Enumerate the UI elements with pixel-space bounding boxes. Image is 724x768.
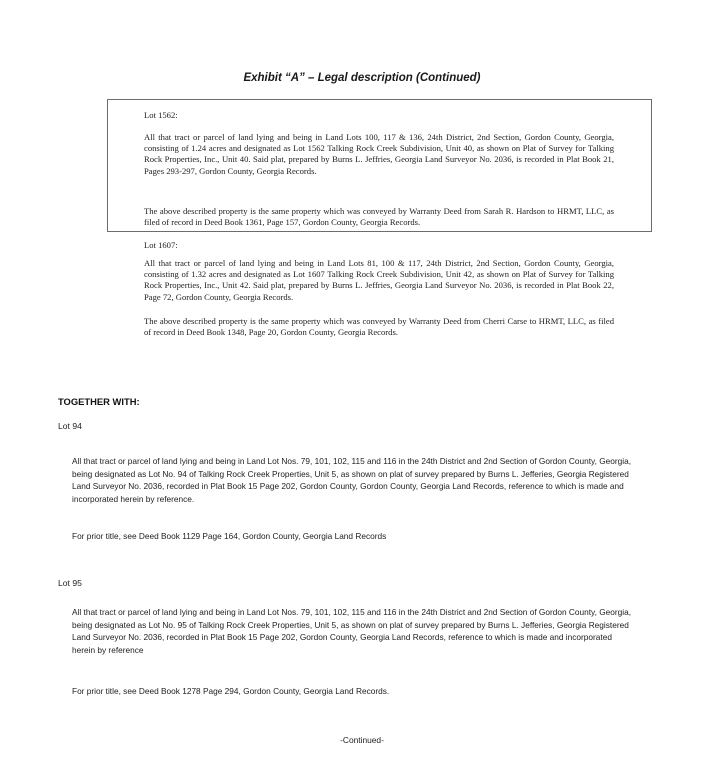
lot-1562-conveyance: The above described property is the same property which was conveyed by Warranty Deed from Sarah R. Hardson to HRMT, LLC, as filed of record in Deed Book 1361, Page 157, Gordon County, Georgia Records. [144,206,614,228]
page-title: Exhibit “A” – Legal description (Continued) [243,72,481,84]
lot-94-description: All that tract or parcel of land lying and being in Land Lot Nos. 79, 101, 102, 115 and 116 in the 24th District and 2nd Section of Gordon County, Georgia, being designated as Lot No. 94 of Talking Rock Creek Properties, Unit 5, as shown on plat of survey prepared by Burns L. Jefferies, Georgia Registered Land Surveyor No. 2036, recorded in Plat Book 15 Page 202, Gordon County, Gordon County, Georgia Land Records, reference to which is made and incorporated herein by reference. [72,456,632,504]
lot-1562-label: Lot 1562: [144,110,178,120]
lot-94-prior-title: For prior title, see Deed Book 1129 Page 164, Gordon County, Georgia Land Records [72,531,387,541]
lot-1607-description: All that tract or parcel of land lying and being in Land Lots 81, 100 & 117, 24th District, 2nd Section, Gordon County, Georgia, consisting of 1.32 acres and designated as Lot 1607 Talking Rock Creek Subdivision, Unit 42, as shown on Plat of Survey for Talking Rock Properties, Inc., Unit 42. Said plat, prepared by Burns L. Jeffries, Georgia Land Surveyor No. 2036, is recorded in Plat Book 22, Page 72, Gordon County, Georgia Records. [144,258,614,302]
lot-1607-conveyance: The above described property is the same property which was conveyed by Warranty Deed from Cherri Carse to HRMT, LLC, as filed of record in Deed Book 1348, Page 20, Gordon County, Georgia Records. [144,316,614,338]
lot-94-label: Lot 94 [58,421,82,431]
lot-95-prior-title: For prior title, see Deed Book 1278 Page 294, Gordon County, Georgia Land Records. [72,686,390,696]
lot-95-description: All that tract or parcel of land lying and being in Land Lot Nos. 79, 101, 102, 115 and 116 in the 24th District and 2nd Section of Gordon County, Georgia, being designated as Lot No. 95 of Talking Rock Creek Properties, Unit 5, as shown on plat of survey prepared by Burns L. Jefferies, Georgia Registered Land Surveyor No. 2036, recorded in Plat Book 15 Page 202, Gordon County, Georgia Land Records, reference to which is made and incorporated herein by reference [72,607,632,655]
lot-95-label: Lot 95 [58,578,82,588]
lot-1607-label: Lot 1607: [144,240,178,250]
lot-1562-description: All that tract or parcel of land lying and being in Land Lots 100, 117 & 136, 24th District, 2nd Section, Gordon County, Georgia, consisting of 1.24 acres and designated as Lot 1562 Talking Rock Creek Subdivision, Unit 40, as shown on Plat of Survey for Talking Rock Properties, Inc., Unit 40. Said plat, prepared by Burns L. Jeffries, Georgia Land Surveyor No. 2036, is recorded in Plat Book 21, Pages 293-297, Gordon County, Georgia Records. [144,132,614,176]
continued-footer: -Continued- [340,735,384,745]
together-with-heading: TOGETHER WITH: [58,396,140,407]
